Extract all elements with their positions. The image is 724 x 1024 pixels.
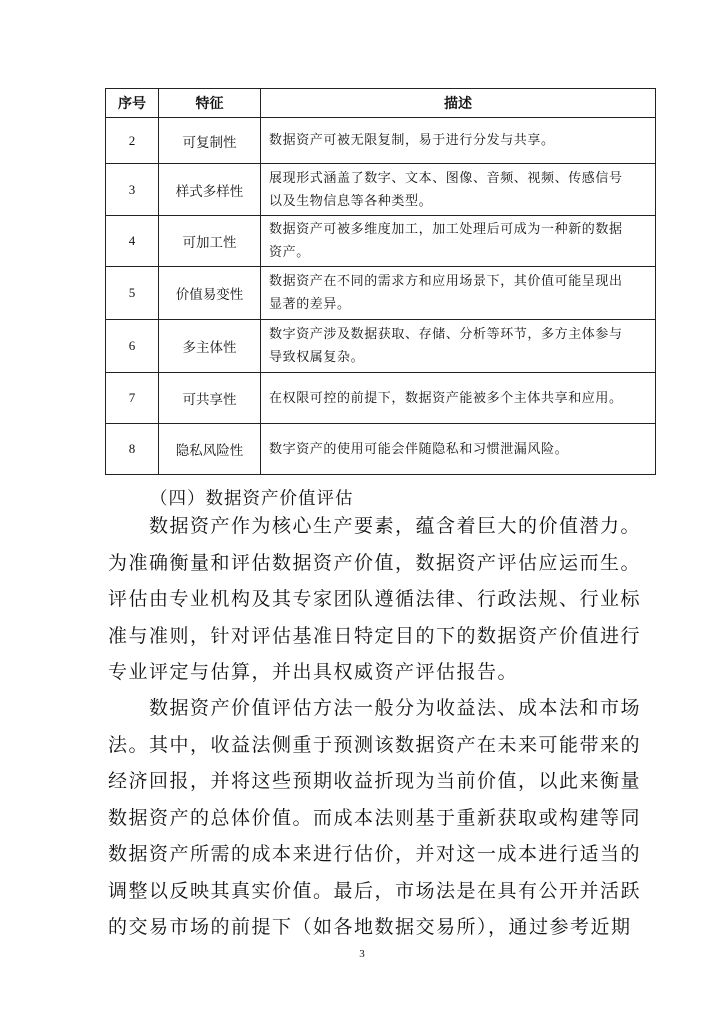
header-index: 序号 xyxy=(106,89,159,118)
row-feature: 可加工性 xyxy=(159,216,261,267)
row-feature: 价值易变性 xyxy=(159,267,261,320)
table-row xyxy=(106,424,656,475)
paragraph-line: 数据资产所需的成本来进行估价，并对这一成本进行适当的 xyxy=(108,843,642,865)
row-feature: 可复制性 xyxy=(159,118,261,164)
table-row xyxy=(106,118,656,164)
row-feature: 样式多样性 xyxy=(159,164,261,216)
row-description: 数据资产在不同的需求方和应用场景下，其价值可能呈现出 显著的差异。 xyxy=(261,267,656,320)
paragraph-line: 数据资产作为核心生产要素，蕴含着巨大的价值潜力。 xyxy=(108,515,642,537)
row-index: 7 xyxy=(106,373,159,424)
row-feature: 隐私风险性 xyxy=(159,424,261,475)
paragraph-line: 调整以反映其真实价值。最后，市场法是在具有公开并活跃 xyxy=(108,879,642,902)
page-number: 3 xyxy=(359,948,365,960)
row-index: 2 xyxy=(106,118,159,164)
paragraph-line: 经济回报，并将这些预期收益折现为当前价值，以此来衡量 xyxy=(108,770,642,792)
row-description: 数据资产可被无限复制，易于进行分发与共享。 xyxy=(261,118,656,164)
header-description: 描述 xyxy=(261,89,656,118)
row-index: 5 xyxy=(106,267,159,320)
paragraph-line: 数据资产价值评估方法一般分为收益法、成本法和市场 xyxy=(108,697,642,719)
table-row xyxy=(106,267,656,320)
row-description: 在权限可控的前提下，数据资产能被多个主体共享和应用。 xyxy=(261,373,656,424)
row-feature: 多主体性 xyxy=(159,320,261,373)
paragraph-line: 的交易市场的前提下（如各地数据交易所），通过参考近期 xyxy=(108,916,632,938)
data-asset-characteristics-table xyxy=(105,88,656,475)
paragraph-1 xyxy=(108,508,656,691)
row-index: 6 xyxy=(106,320,159,373)
paragraph-line: 评估由专业机构及其专家团队遵循法律、行政法规、行业标 xyxy=(108,588,642,610)
row-description: 展现形式涵盖了数字、文本、图像、音频、视频、传感信号 以及生物信息等各种类型。 xyxy=(261,164,656,216)
paragraph-line: 数据资产的总体价值。而成本法则基于重新获取或构建等同 xyxy=(108,806,642,829)
paragraph-line: 专业评定与估算，并出具权威资产评估报告。 xyxy=(108,661,519,683)
paragraph-line: 准与准则，针对评估基准日特定目的下的数据资产价值进行 xyxy=(108,624,642,647)
table-header-row xyxy=(106,89,656,118)
row-index: 4 xyxy=(106,216,159,267)
table-row xyxy=(106,373,656,424)
table-row xyxy=(106,216,656,267)
header-feature: 特征 xyxy=(159,89,261,118)
row-feature: 可共享性 xyxy=(159,373,261,424)
section-heading: （四）数据资产价值评估 xyxy=(150,489,354,509)
row-description: 数据资产可被多维度加工，加工处理后可成为一种新的数据 资产。 xyxy=(261,216,656,267)
table-row xyxy=(106,320,656,373)
paragraph-line: 为准确衡量和评估数据资产价值，数据资产评估应运而生。 xyxy=(108,551,642,574)
row-description: 数字资产涉及数据获取、存储、分析等环节，多方主体参与 导致权属复杂。 xyxy=(261,320,656,373)
row-index: 8 xyxy=(106,424,159,475)
paragraph-2 xyxy=(108,690,656,946)
row-index: 3 xyxy=(106,164,159,216)
paragraph-line: 法。其中，收益法侧重于预测该数据资产在未来可能带来的 xyxy=(108,733,642,756)
row-description: 数字资产的使用可能会伴随隐私和习惯泄漏风险。 xyxy=(261,424,656,475)
table-row xyxy=(106,164,656,216)
